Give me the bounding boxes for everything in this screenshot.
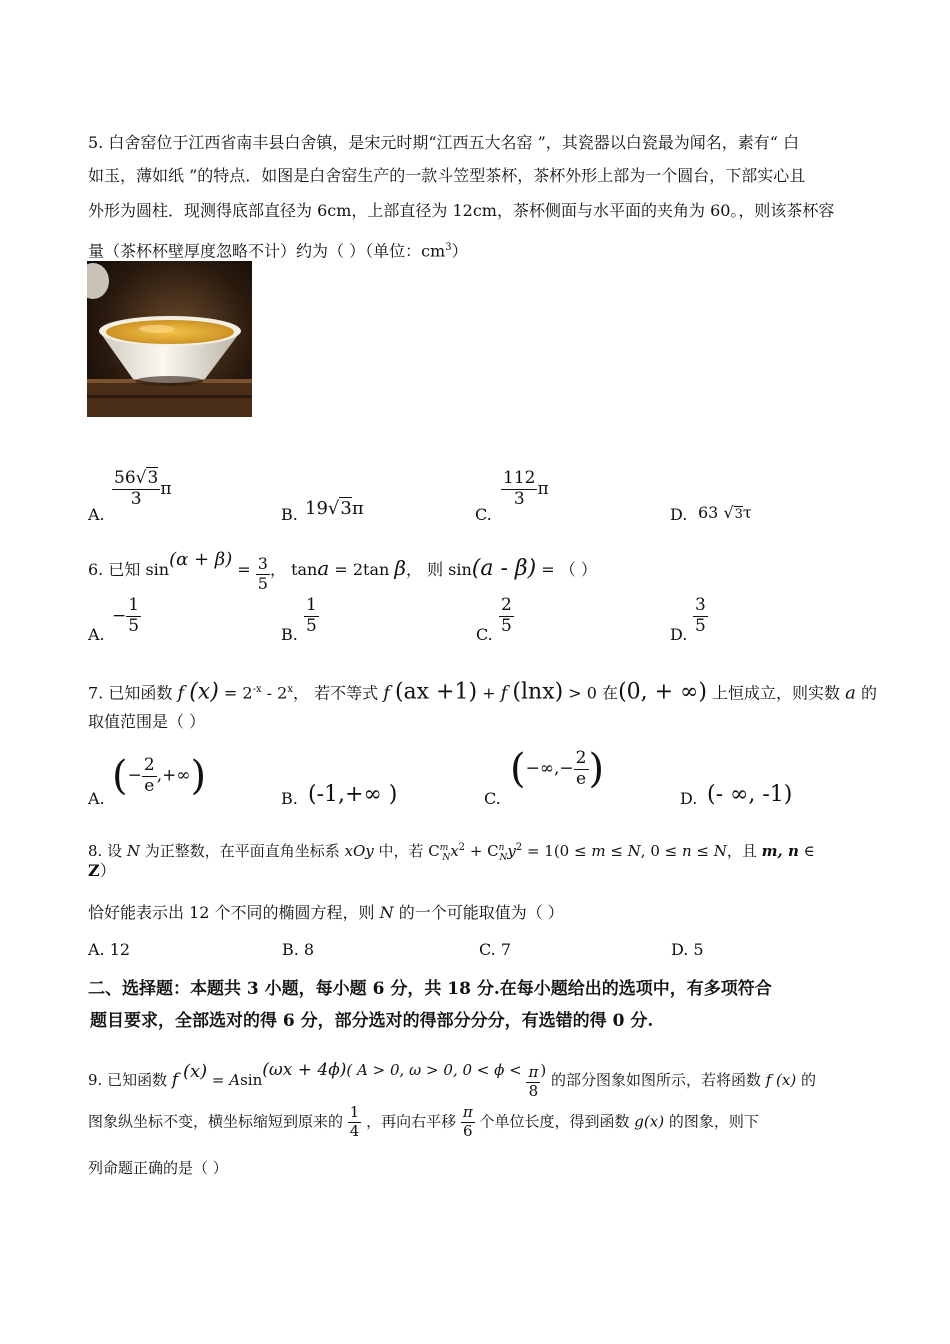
q8-option-a: A. 12 [88,940,131,959]
q5-option-c-label: C. [475,505,492,524]
q5-line-3: 外形为圆柱．现测得底部直径为 6cm，上部直径为 12cm，茶杯侧面与水平面的夹角为 60。，则该茶杯容 [88,201,835,220]
q7-option-c: (−∞,− $\frac{2}{e}$ ) [510,746,605,792]
q7-stem-line-2: 取值范围是（ ） [88,712,206,731]
q6-option-d: $\frac{3}{5}$ [695,595,706,636]
q8-stem-line-1: 8. 设 N 为正整数，在平面直角坐标系 xOy 中，若 $C^m_Nx^2 + C^n_Ny^2 = 1(0 \le m \le N$, 0 ≤ n ≤ N，且 m, n ∈ [88,842,815,863]
q7-option-b: (-1,+∞ ) [308,782,398,807]
q7-option-b-label: B. [281,789,298,808]
q5-option-c: $\frac{112}{3}$ π [503,468,549,509]
q8-stem-line-2: Z） [88,861,116,880]
q5-line-4: 量（茶杯杯壁厚度忽略不计）约为（ ）（单位：$cm^3$） [88,241,468,261]
q6-stem: 6. 已知 sin(α + β) = $\frac{3}{5}$ ， tana = 2tan β， 则 sin(a - β) = （ ） [88,549,597,593]
q5-line-2: 如玉，薄如纸 ”的特点．如图是白舍窑生产的一款斗笠型茶杯，茶杯外形上部为一个圆台，下部实心且 [88,166,806,185]
q5-option-d-label: D. [670,505,688,524]
q5-option-d: 63 √3τ [698,503,752,522]
q5-option-a: $\frac{56√3}{3}$ π [114,468,172,509]
tea-cup-photo [87,261,252,417]
q8-option-c: C. 7 [479,940,512,959]
q7-option-d-label: D. [680,789,698,808]
q6-option-d-label: D. [670,625,688,644]
q7-option-c-label: C. [484,789,501,808]
q9-stem-line-3: 列命题正确的是（ ） [88,1159,228,1177]
q5-option-b-label: B. [281,505,298,524]
q7-option-a: (− $\frac{2}{e}$ ,+∞) [112,753,207,799]
q9-stem-line-2: 图象纵坐标不变，横坐标缩短到原来的 $\frac{1}{4}$ ，再向右平移 $\frac{\pi}{6}$ 个单位长度，得到函数 g(x) 的图象，则下 [88,1103,759,1140]
q5-option-a-label: A. [88,505,105,524]
q6-option-c: $\frac{2}{5}$ [501,595,512,636]
q6-option-b-label: B. [281,625,298,644]
q7-stem-line-1: 7. 已知函数 f $(x) = 2^{-x} - 2^x$， 若不等式 f (ax +1) + f (lnx) > 0 在(0, + ∞) 上恒成立，则实数 a 的 [88,679,877,705]
q6-option-a-label: A. [88,625,105,644]
q7-option-a-label: A. [88,789,105,808]
q6-option-c-label: C. [476,625,493,644]
q5-line-1: 5. 白舍窑位于江西省南丰县白舍镇，是宋元时期“江西五大名窑 ”，其瓷器以白瓷最为闻名，素有“ 白 [88,133,800,152]
q8-option-d: D. 5 [671,940,704,959]
section-2-heading-line-1: 二、选择题：本题共 3 小题，每小题 6 分，共 18 分.在每小题给出的选项中，有多项符合 [88,979,772,999]
q8-stem-line-3: 恰好能表示出 12 个不同的椭圆方程，则 N 的一个可能取值为（ ） [88,903,564,922]
section-2-heading-line-2: 题目要求，全部选对的得 6 分，部分选对的得部分分分，有选错的得 0 分. [90,1011,654,1031]
q8-option-b: B. 8 [282,940,315,959]
q7-option-d: (- ∞, -1) [707,782,793,807]
q9-stem-line-1: 9. 已知函数 f (x) = Asin(ωx + 4ϕ)( A > 0, ω > 0, 0 < ϕ < $\frac{\pi}{8}$ ) 的部分图象如图所示，若将函数 f (x) 的 [88,1060,816,1100]
q5-option-a-fraction: $\frac{56√3}{3}$ [114,468,159,509]
q6-option-b: $\frac{1}{5}$ [306,595,317,636]
q5-option-b: 19√3π [305,498,364,519]
q6-option-a: − $\frac{1}{5}$ [112,595,140,636]
